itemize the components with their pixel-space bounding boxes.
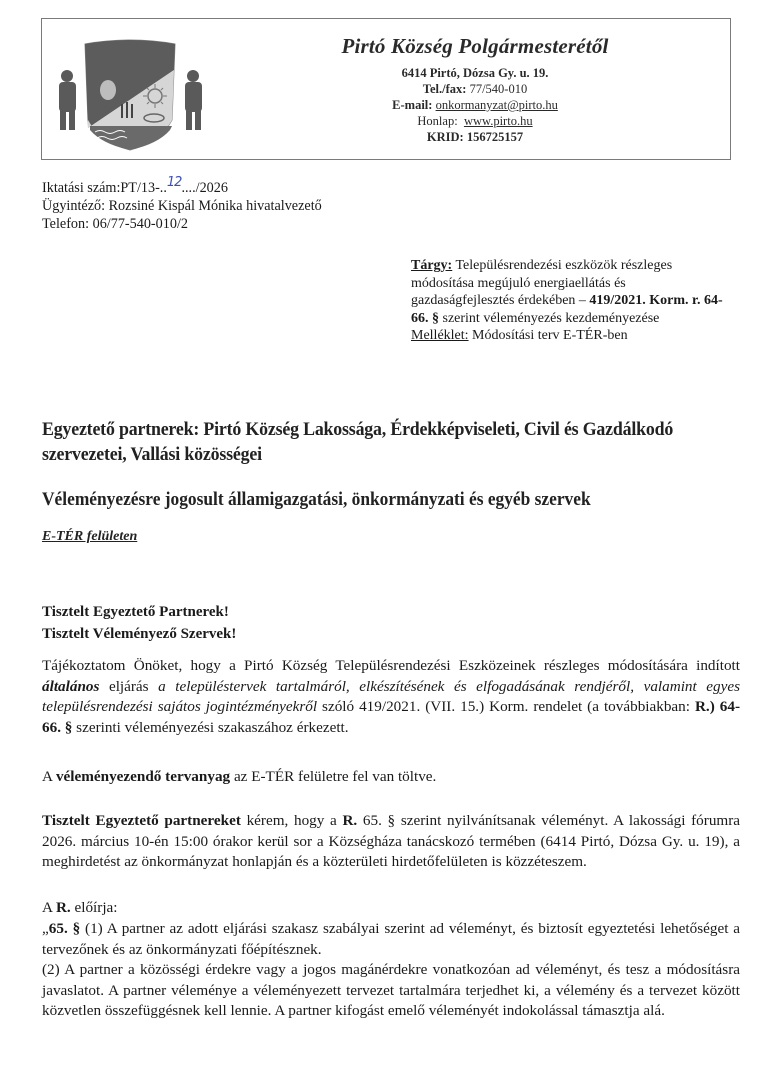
paragraph-rule-2: (2) A partner a közösségi érdekre vagy a jogos magánérdekre vonatkozóan ad véleményt, és tesz a módosításra javaslatot. A partner véleménye a véleményezett tervezet tartalmára terjedhet ki, a vélemény és a tervezet között közvetlen összefüggésnek kell lennie. A partner kifogást emelő véleményét indokolással támasztja alá. <box>42 961 740 1019</box>
phone-number: Telefon: 06/77-540-010/2 <box>42 216 188 232</box>
coat-of-arms-icon <box>50 30 210 152</box>
filing-number: Iktatási szám:PT/13-..12..../2026 <box>42 175 228 196</box>
paragraph-intro: Tájékoztatom Önöket, hogy a Pirtó Község Településrendezési Eszközeinek részleges módosítására indított általános eljárás a településtervek tartalmáról, elkészítésének és elfogadásának rendjéről, valamint egyes településrendezési sajátos jogintézményekről szóló 419/2021. (VII. 15.) Korm. rendelet (a továbbiakban: R.) 64-66. § szerinti véleményezési szakaszához érkezett. <box>42 657 740 736</box>
addressee-bodies: Véleményezésre jogosult államigazgatási, önkormányzati és egyéb szervek <box>42 489 591 510</box>
subject-label: Tárgy: <box>411 258 453 273</box>
paragraph-rule-1: „65. § (1) A partner az adott eljárási szakasz szabályai szerint ad véleményt, és biztosít egyeztetési lehetőséget a tervezőnek és az önkormányzati főépítésznek. <box>42 920 740 958</box>
attachment-label: Melléklet: <box>411 328 469 344</box>
paragraph-upload: A véleményezendő tervanyag az E-TÉR felületre fel van töltve. <box>42 768 437 785</box>
greeting-bodies: Tisztelt Véleményező Szervek! <box>42 626 237 642</box>
handwritten-number: 12 <box>166 175 182 190</box>
addressee-partners: Egyeztető partnerek: Pirtó Község Lakossága, Érdekképviseleti, Civil és Gazdálkodó szervezetei, Vallási közösségei <box>42 419 674 465</box>
eter-platform-label: E-TÉR felületen <box>42 529 138 544</box>
website-link[interactable]: www.pirto.hu <box>463 114 533 128</box>
letterhead-website: Honlap: www.pirto.hu <box>417 114 533 128</box>
email-link[interactable]: onkormanyzat@pirto.hu <box>435 98 558 112</box>
greeting-partners: Tisztelt Egyeztető Partnerek! <box>42 604 229 620</box>
letterhead-krid: KRID: 156725157 <box>426 130 524 144</box>
letterhead-telfax: Tel./fax: 77/540-010 <box>422 82 528 96</box>
paragraph-rule-intro: A R. előírja: <box>42 899 118 916</box>
letterhead-address: 6414 Pirtó, Dózsa Gy. u. 19. <box>401 66 549 80</box>
case-officer: Ügyintéző: Rozsiné Kispál Mónika hivatalvezető <box>42 198 322 214</box>
paragraph-request: Tisztelt Egyeztető partnereket kérem, hogy a R. 65. § szerint nyilvánítsanak véleményt. A lakossági fórumra 2026. március 10-én 15:00 órakor kerül sor a Községháza tanácskozó termében (6414 Pirtó, Dózsa Gy. u. 19), a meghirdetést az önkormányzat honlapján és a közterületi hirdetőfelületen is közzéteszem. <box>42 812 741 870</box>
letterhead-title: Pirtó Község Polgármesterétől <box>341 34 609 58</box>
subject-block: Tárgy: Településrendezési eszközök részleges módosítása megújuló energiaellátás és gazdaságfejlesztés érdekében – 419/2021. Korm. r. 64-66. § szerint véleményezés kezdeményezése Melléklet: Módosítási terv E-TÉR-ben <box>411 258 723 344</box>
letterhead-email: E-mail: onkormanyzat@pirto.hu <box>392 98 558 112</box>
